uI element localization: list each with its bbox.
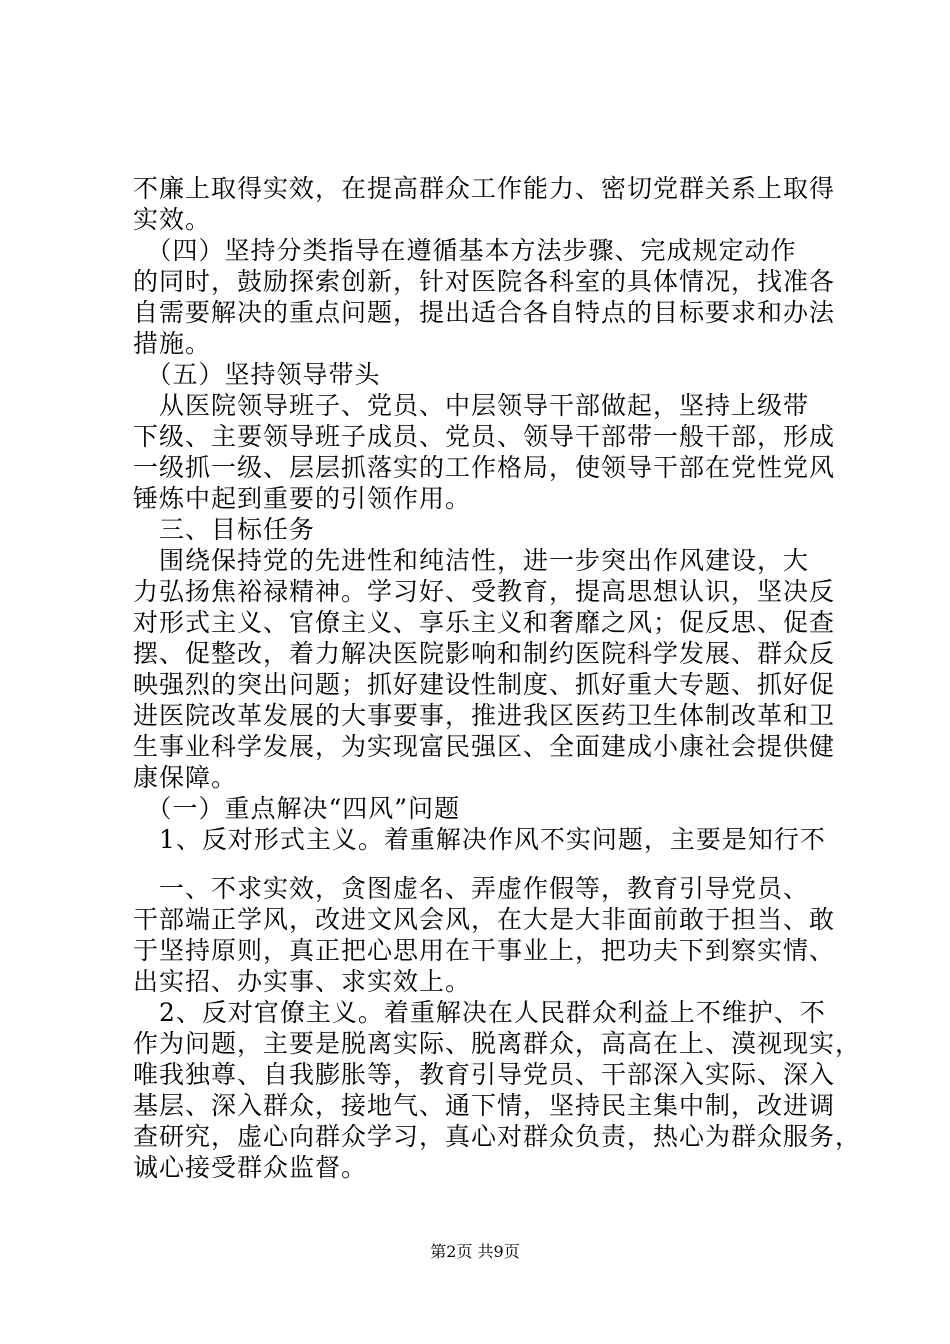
text-line: 锤炼中起到重要的引领作用。 [133,484,472,513]
text-line: 基层、深入群众，接地气、通下情，坚持民主集中制，改进调 [133,1091,836,1120]
text-line: 下级、主要领导班子成员、党员、领导干部带一般干部，形成 [133,422,836,451]
text-line: 从医院领导班子、党员、中层领导干部做起，坚持上级带 [133,391,810,420]
text-line: 映强烈的突出问题；抓好建设性制度、抓好重大专题、抓好促 [133,670,836,699]
text-line: 摆、促整改，着力解决医院影响和制约医院科学发展、群众反 [133,639,836,668]
text-line: 1、反对形式主义。着重解决作风不实问题，主要是知行不 [133,825,826,854]
text-line: 措施。 [133,329,212,358]
text-line: 不廉上取得实效，在提高群众工作能力、密切党群关系上取得 [133,174,836,203]
text-line: 查研究，虚心向群众学习，真心对群众负责，热心为群众服务， [133,1122,862,1151]
text-line: 康保障。 [133,763,238,792]
text-line: 2、反对官僚主义。着重解决在人民群众利益上不维护、不 [133,998,826,1027]
text-line: 围绕保持党的先进性和纯洁性，进一步突出作风建设，大 [133,546,810,575]
text-line: 诚心接受群众监督。 [133,1153,368,1182]
text-line: 于坚持原则，真正把心思用在干事业上，把功夫下到察实情、 [133,936,836,965]
section-heading: 三、目标任务 [133,515,316,544]
text-line: 实效。 [133,205,212,234]
section-heading: （五）坚持领导带头 [133,360,381,389]
text-line: 干部端正学风，改进文风会风，在大是大非面前敢于担当、敢 [133,905,836,934]
text-line: 力弘扬焦裕禄精神。学习好、受教育，提高思想认识，坚决反 [133,577,836,606]
text-line: 的同时，鼓励探索创新，针对医院各科室的具体情况，找准各 [133,267,836,296]
text-line: 唯我独尊、自我膨胀等，教育引导党员、干部深入实际、深入 [133,1060,836,1089]
section-heading: （一）重点解决“四风”问题 [133,794,461,823]
text-line: 作为问题，主要是脱离实际、脱离群众，高高在上、漠视现实， [133,1029,862,1058]
text-line: 出实招、办实事、求实效上。 [133,967,472,996]
text-line: 自需要解决的重点问题，提出适合各自特点的目标要求和办法 [133,298,836,327]
text-line: 一级抓一级、层层抓落实的工作格局，使领导干部在党性党风 [133,453,836,482]
page-number-footer: 第2页 共9页 [430,1242,520,1261]
text-line: 生事业科学发展，为实现富民强区、全面建成小康社会提供健 [133,732,836,761]
text-line: 进医院改革发展的大事要事，推进我区医药卫生体制改革和卫 [133,701,836,730]
body-text-block-1 [133,173,836,855]
body-text-block-2 [133,873,862,1183]
text-line: （四）坚持分类指导在遵循基本方法步骤、完成规定动作 [133,236,797,265]
text-line: 一、不求实效，贪图虚名、弄虚作假等，教育引导党员、 [133,874,810,903]
text-line: 对形式主义、官僚主义、享乐主义和奢靡之风；促反思、促查 [133,608,836,637]
